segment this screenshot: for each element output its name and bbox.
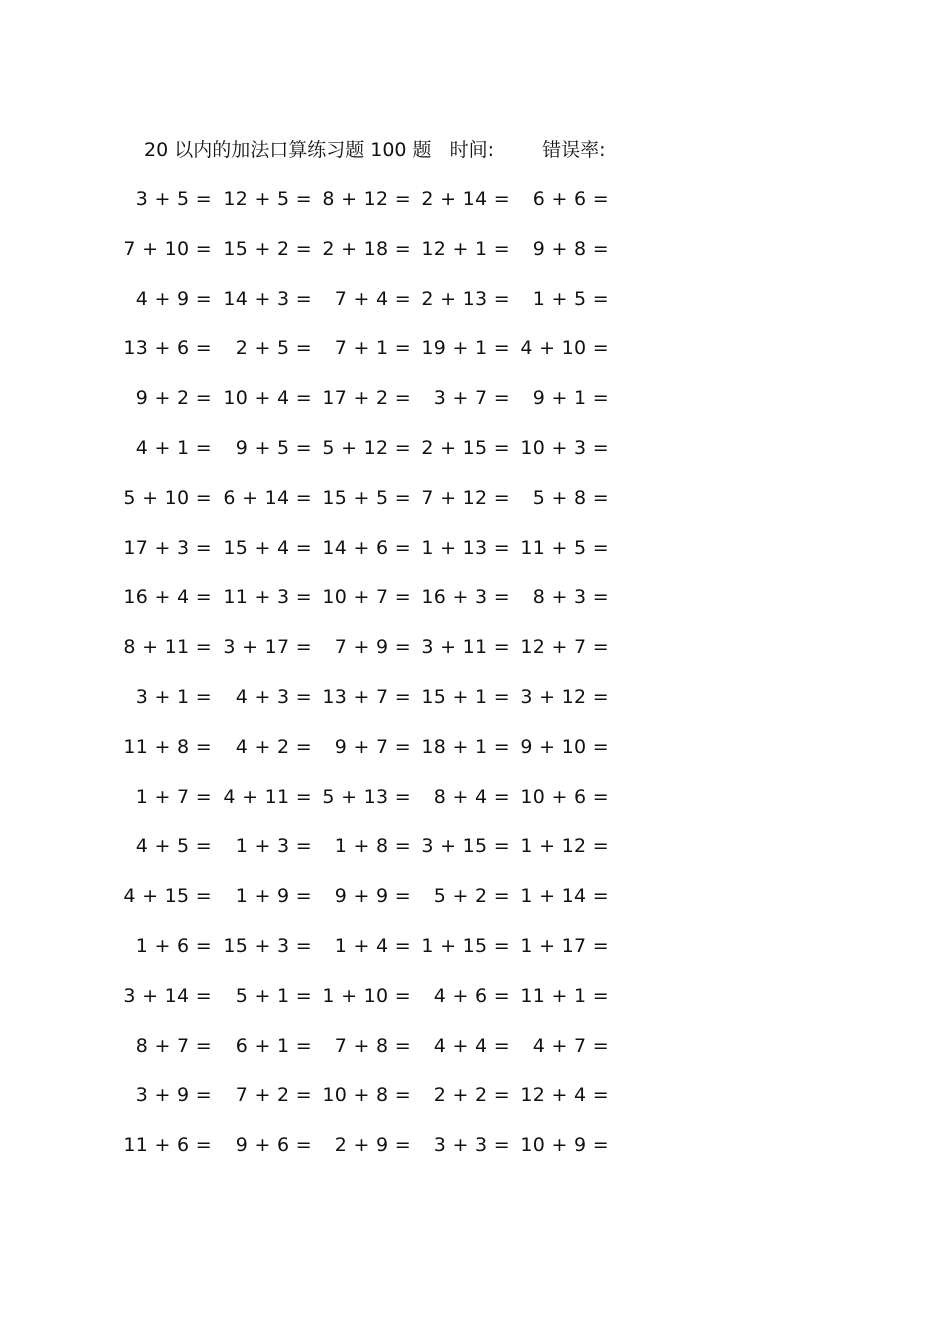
problem-cell: 4 + 15 = bbox=[123, 885, 212, 907]
problem-cell: 8 + 3 = bbox=[532, 586, 609, 608]
problem-cell: 1 + 17 = bbox=[520, 935, 609, 957]
problem-cell: 1 + 6 = bbox=[135, 935, 212, 957]
problem-cell: 1 + 12 = bbox=[520, 835, 609, 857]
problem-cell: 6 + 6 = bbox=[532, 188, 609, 210]
problem-cell: 12 + 5 = bbox=[223, 188, 312, 210]
problem-cell: 1 + 4 = bbox=[334, 935, 411, 957]
problem-cell: 14 + 6 = bbox=[322, 537, 411, 559]
problem-cell: 8 + 4 = bbox=[433, 786, 510, 808]
problem-cell: 4 + 11 = bbox=[223, 786, 312, 808]
problem-cell: 6 + 14 = bbox=[223, 487, 312, 509]
problem-cell: 18 + 1 = bbox=[421, 736, 510, 758]
problem-cell: 3 + 11 = bbox=[421, 636, 510, 658]
problem-cell: 1 + 5 = bbox=[532, 288, 609, 310]
problem-cell: 3 + 9 = bbox=[135, 1084, 212, 1106]
problem-cell: 9 + 8 = bbox=[532, 238, 609, 260]
problem-cell: 3 + 3 = bbox=[433, 1134, 510, 1156]
problem-cell: 1 + 10 = bbox=[322, 985, 411, 1007]
problem-cell: 7 + 8 = bbox=[334, 1035, 411, 1057]
problem-cell: 12 + 1 = bbox=[421, 238, 510, 260]
problem-cell: 17 + 2 = bbox=[322, 387, 411, 409]
problem-cell: 7 + 10 = bbox=[123, 238, 212, 260]
error-rate-label: 错误率: bbox=[542, 139, 606, 161]
problem-cell: 2 + 15 = bbox=[421, 437, 510, 459]
problem-cell: 5 + 13 = bbox=[322, 786, 411, 808]
problem-cell: 11 + 6 = bbox=[123, 1134, 212, 1156]
problem-cell: 13 + 6 = bbox=[123, 337, 212, 359]
problem-cell: 11 + 1 = bbox=[520, 985, 609, 1007]
problem-cell: 1 + 7 = bbox=[135, 786, 212, 808]
problem-cell: 2 + 9 = bbox=[334, 1134, 411, 1156]
problem-cell: 1 + 8 = bbox=[334, 835, 411, 857]
problem-cell: 9 + 6 = bbox=[235, 1134, 312, 1156]
problem-cell: 10 + 3 = bbox=[520, 437, 609, 459]
problem-cell: 3 + 12 = bbox=[520, 686, 609, 708]
problem-cell: 15 + 1 = bbox=[421, 686, 510, 708]
problem-cell: 16 + 4 = bbox=[123, 586, 212, 608]
problem-cell: 1 + 3 = bbox=[235, 835, 312, 857]
problem-cell: 10 + 9 = bbox=[520, 1134, 609, 1156]
problem-cell: 2 + 13 = bbox=[421, 288, 510, 310]
problem-cell: 4 + 10 = bbox=[520, 337, 609, 359]
time-label: 时间: bbox=[449, 139, 495, 161]
problem-cell: 19 + 1 = bbox=[421, 337, 510, 359]
problem-cell: 10 + 7 = bbox=[322, 586, 411, 608]
problem-cell: 5 + 1 = bbox=[235, 985, 312, 1007]
problem-cell: 10 + 4 = bbox=[223, 387, 312, 409]
problem-cell: 4 + 5 = bbox=[135, 835, 212, 857]
problem-cell: 4 + 2 = bbox=[235, 736, 312, 758]
problem-cell: 5 + 2 = bbox=[433, 885, 510, 907]
problem-cell: 1 + 14 = bbox=[520, 885, 609, 907]
problem-cell: 1 + 9 = bbox=[235, 885, 312, 907]
problem-cell: 4 + 4 = bbox=[433, 1035, 510, 1057]
problem-cell: 9 + 5 = bbox=[235, 437, 312, 459]
problem-cell: 9 + 10 = bbox=[520, 736, 609, 758]
problem-cell: 8 + 11 = bbox=[123, 636, 212, 658]
problem-cell: 14 + 3 = bbox=[223, 288, 312, 310]
problem-cell: 5 + 8 = bbox=[532, 487, 609, 509]
problem-cell: 15 + 5 = bbox=[322, 487, 411, 509]
problem-cell: 7 + 2 = bbox=[235, 1084, 312, 1106]
problem-cell: 12 + 7 = bbox=[520, 636, 609, 658]
problem-cell: 3 + 17 = bbox=[223, 636, 312, 658]
problem-cell: 2 + 14 = bbox=[421, 188, 510, 210]
problem-cell: 10 + 6 = bbox=[520, 786, 609, 808]
problem-cell: 11 + 8 = bbox=[123, 736, 212, 758]
problem-cell: 4 + 9 = bbox=[135, 288, 212, 310]
problem-cell: 3 + 1 = bbox=[135, 686, 212, 708]
problem-cell: 9 + 1 = bbox=[532, 387, 609, 409]
problem-cell: 1 + 15 = bbox=[421, 935, 510, 957]
problem-cell: 15 + 2 = bbox=[223, 238, 312, 260]
problem-cell: 7 + 9 = bbox=[334, 636, 411, 658]
problem-cell: 1 + 13 = bbox=[421, 537, 510, 559]
problem-cell: 4 + 6 = bbox=[433, 985, 510, 1007]
problem-cell: 12 + 4 = bbox=[520, 1084, 609, 1106]
problem-cell: 8 + 12 = bbox=[322, 188, 411, 210]
problem-cell: 2 + 5 = bbox=[235, 337, 312, 359]
problem-cell: 15 + 4 = bbox=[223, 537, 312, 559]
problem-cell: 4 + 1 = bbox=[135, 437, 212, 459]
problem-cell: 3 + 14 = bbox=[123, 985, 212, 1007]
problem-cell: 11 + 3 = bbox=[223, 586, 312, 608]
problem-cell: 13 + 7 = bbox=[322, 686, 411, 708]
problem-cell: 8 + 7 = bbox=[135, 1035, 212, 1057]
problem-cell: 7 + 4 = bbox=[334, 288, 411, 310]
problem-cell: 3 + 15 = bbox=[421, 835, 510, 857]
problem-cell: 6 + 1 = bbox=[235, 1035, 312, 1057]
problem-cell: 16 + 3 = bbox=[421, 586, 510, 608]
problem-cell: 4 + 7 = bbox=[532, 1035, 609, 1057]
problem-cell: 10 + 8 = bbox=[322, 1084, 411, 1106]
problem-cell: 9 + 9 = bbox=[334, 885, 411, 907]
problem-cell: 4 + 3 = bbox=[235, 686, 312, 708]
problem-cell: 2 + 18 = bbox=[322, 238, 411, 260]
problem-cell: 11 + 5 = bbox=[520, 537, 609, 559]
problem-cell: 2 + 2 = bbox=[433, 1084, 510, 1106]
problem-cell: 5 + 12 = bbox=[322, 437, 411, 459]
problem-cell: 3 + 7 = bbox=[433, 387, 510, 409]
problem-cell: 9 + 7 = bbox=[334, 736, 411, 758]
problem-cell: 5 + 10 = bbox=[123, 487, 212, 509]
problem-cell: 9 + 2 = bbox=[135, 387, 212, 409]
worksheet-title: 20 以内的加法口算练习题 100 题 bbox=[144, 139, 432, 161]
problem-cell: 15 + 3 = bbox=[223, 935, 312, 957]
problem-cell: 17 + 3 = bbox=[123, 537, 212, 559]
problem-cell: 7 + 1 = bbox=[334, 337, 411, 359]
problem-cell: 7 + 12 = bbox=[421, 487, 510, 509]
problem-cell: 3 + 5 = bbox=[135, 188, 212, 210]
